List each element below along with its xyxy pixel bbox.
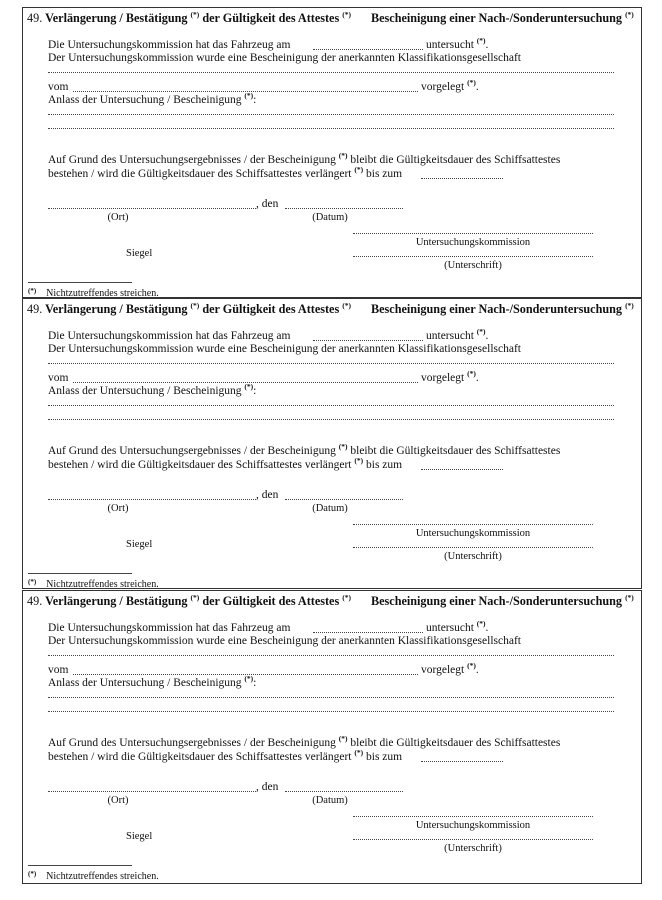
vorgelegt-label: vorgelegt: [421, 372, 465, 384]
signature-caption: (Unterschrift): [444, 843, 502, 854]
seal-label: Siegel: [126, 539, 153, 550]
bis-zum-date-field[interactable]: [421, 761, 503, 762]
result-line-1: [48, 734, 561, 750]
footnote-text: Nichtzutreffendes streichen.: [46, 871, 159, 882]
place-caption: (Ort): [107, 503, 129, 514]
footnote-marker: (*): [28, 870, 37, 878]
anlass-label: Anlass der Untersuchung / Bescheinigung (*):: [48, 674, 257, 689]
vorgelegt-suffix: vorgelegt (*).: [421, 369, 479, 384]
commission-field[interactable]: [353, 524, 593, 525]
title-right-text: Bescheinigung einer Nach-/Sonderuntersuchung: [371, 11, 623, 25]
bis-zum-date-field[interactable]: [421, 178, 503, 179]
footnote-marker: (*): [476, 36, 486, 45]
footnote-marker: (*): [244, 382, 254, 391]
bis-zum-label: bis zum: [366, 168, 403, 180]
footnote-text: Nichtzutreffendes streichen.: [46, 288, 159, 299]
signature-caption: (Unterschrift): [444, 260, 502, 271]
date-field[interactable]: [285, 499, 403, 500]
footnote-marker: (*): [190, 593, 200, 602]
anlass-field-1[interactable]: [48, 405, 614, 406]
certificate-section-3: [22, 590, 642, 884]
result-line-1-post: bleibt die Gültigkeitsdauer des Schiffsattestes: [350, 445, 561, 457]
result-line-2-pre: bestehen / wird die Gültigkeitsdauer des Schiffsattestes verlängert: [48, 751, 352, 763]
examined-line-label: Die Untersuchungskommission hat das Fahrzeug am: [48, 39, 291, 51]
certificate-line-label: Der Untersuchungskommission wurde eine Bescheinigung der anerkannten Klassifikationsgesellschaft: [48, 343, 521, 355]
certificate-section-1: [22, 7, 642, 298]
footnote-marker: (*): [467, 369, 476, 378]
footnote-marker: (*): [342, 301, 352, 310]
anlass-field-1[interactable]: [48, 114, 614, 115]
section-title-right: [371, 12, 634, 25]
section-number: 49.: [27, 302, 43, 316]
result-line-1-pre: Auf Grund des Untersuchungsergebnisses / der Bescheinigung: [48, 737, 336, 749]
date-field[interactable]: [285, 791, 403, 792]
footnote-marker: (*): [476, 327, 486, 336]
anlass-label: Anlass der Untersuchung / Bescheinigung (*):: [48, 91, 257, 106]
commission-field[interactable]: [353, 233, 593, 234]
title-part1: Verlängerung / Bestätigung: [45, 594, 188, 608]
commission-caption: Untersuchungskommission: [415, 237, 531, 248]
classification-society-field[interactable]: [48, 363, 614, 364]
anlass-field-1[interactable]: [48, 697, 614, 698]
title-right-text: Bescheinigung einer Nach-/Sonderuntersuchung: [371, 594, 623, 608]
footnote-marker: (*): [28, 578, 37, 586]
untersucht-label: untersucht: [426, 330, 474, 342]
examined-line-label: Die Untersuchungskommission hat das Fahrzeug am: [48, 622, 291, 634]
signature-caption: (Unterschrift): [444, 551, 502, 562]
result-line-1-pre: Auf Grund des Untersuchungsergebnisses / der Bescheinigung: [48, 445, 336, 457]
footnote-marker: (*): [625, 593, 634, 602]
examined-date-field[interactable]: [313, 632, 423, 633]
vom-label: vom: [48, 81, 69, 93]
seal-label: Siegel: [126, 248, 153, 259]
vorgelegt-label: vorgelegt: [421, 81, 465, 93]
footnote-marker: (*): [244, 91, 254, 100]
footnote-rule: [28, 865, 132, 866]
title-part2: der Gültigkeit des Attestes: [202, 11, 340, 25]
date-field[interactable]: [285, 208, 403, 209]
certificate-section-2: [22, 298, 642, 589]
examined-suffix: untersucht (*).: [426, 327, 489, 342]
vorgelegt-label: vorgelegt: [421, 664, 465, 676]
seal-label: Siegel: [126, 831, 153, 842]
examined-suffix: untersucht (*).: [426, 619, 489, 634]
section-title: [27, 12, 351, 25]
commission-field[interactable]: [353, 816, 593, 817]
vom-label: vom: [48, 372, 69, 384]
result-line-1-post: bleibt die Gültigkeitsdauer des Schiffsattestes: [350, 154, 561, 166]
title-part1: Verlängerung / Bestätigung: [45, 302, 188, 316]
footnote-marker: (*): [338, 442, 348, 451]
title-part1: Verlängerung / Bestätigung: [45, 11, 188, 25]
den-label: , den: [256, 198, 279, 210]
footnote-text: Nichtzutreffendes streichen.: [46, 579, 159, 590]
result-line-2: [48, 748, 403, 764]
footnote-marker: (*): [338, 151, 348, 160]
footnote-marker: (*): [476, 619, 486, 628]
den-label: , den: [256, 489, 279, 501]
signature-field[interactable]: [353, 256, 593, 257]
title-part2: der Gültigkeit des Attestes: [202, 594, 340, 608]
footnote-marker: (*): [354, 456, 364, 465]
footnote-marker: (*): [625, 10, 634, 19]
examined-date-field[interactable]: [313, 49, 423, 50]
result-line-2-pre: bestehen / wird die Gültigkeitsdauer des Schiffsattestes verlängert: [48, 459, 352, 471]
examined-date-field[interactable]: [313, 340, 423, 341]
examined-line-label: Die Untersuchungskommission hat das Fahrzeug am: [48, 330, 291, 342]
anlass-field-2[interactable]: [48, 128, 614, 129]
anlass-field-2[interactable]: [48, 419, 614, 420]
anlass-text: Anlass der Untersuchung / Bescheinigung: [48, 385, 242, 397]
footnote-marker: (*): [467, 78, 476, 87]
anlass-text: Anlass der Untersuchung / Bescheinigung: [48, 94, 242, 106]
footnote-marker: (*): [354, 165, 364, 174]
bis-zum-label: bis zum: [366, 751, 403, 763]
anlass-text: Anlass der Untersuchung / Bescheinigung: [48, 677, 242, 689]
result-line-1: [48, 151, 561, 167]
footnote-marker: (*): [338, 734, 348, 743]
bis-zum-label: bis zum: [366, 459, 403, 471]
date-caption: (Datum): [312, 503, 348, 514]
date-caption: (Datum): [312, 795, 348, 806]
place-field[interactable]: [48, 499, 256, 500]
vorgelegt-suffix: vorgelegt (*).: [421, 78, 479, 93]
footnote-marker: (*): [244, 674, 254, 683]
section-title: [27, 595, 351, 608]
untersucht-label: untersucht: [426, 39, 474, 51]
signature-field[interactable]: [353, 547, 593, 548]
result-line-1: [48, 442, 561, 458]
place-caption: (Ort): [107, 212, 129, 223]
commission-caption: Untersuchungskommission: [415, 528, 531, 539]
date-caption: (Datum): [312, 212, 348, 223]
footnote-marker: (*): [28, 287, 37, 295]
certificate-line-label: Der Untersuchungskommission wurde eine Bescheinigung der anerkannten Klassifikationsgesellschaft: [48, 52, 521, 64]
footnote-marker: (*): [190, 301, 200, 310]
examined-suffix: untersucht (*).: [426, 36, 489, 51]
footnote-marker: (*): [625, 301, 634, 310]
result-line-2: [48, 165, 403, 181]
classification-society-field[interactable]: [48, 72, 614, 73]
section-title-right: [371, 595, 634, 608]
anlass-field-2[interactable]: [48, 711, 614, 712]
footnote-marker: (*): [354, 748, 364, 757]
section-number: 49.: [27, 594, 43, 608]
result-line-1-post: bleibt die Gültigkeitsdauer des Schiffsattestes: [350, 737, 561, 749]
place-field[interactable]: [48, 791, 256, 792]
vorgelegt-suffix: vorgelegt (*).: [421, 661, 479, 676]
section-number: 49.: [27, 11, 43, 25]
footnote-marker: (*): [190, 10, 200, 19]
section-title: [27, 303, 351, 316]
anlass-label: Anlass der Untersuchung / Bescheinigung (*):: [48, 382, 257, 397]
result-line-1-pre: Auf Grund des Untersuchungsergebnisses / der Bescheinigung: [48, 154, 336, 166]
signature-field[interactable]: [353, 839, 593, 840]
footnote-marker: (*): [342, 10, 352, 19]
classification-society-field[interactable]: [48, 655, 614, 656]
bis-zum-date-field[interactable]: [421, 469, 503, 470]
place-field[interactable]: [48, 208, 256, 209]
title-part2: der Gültigkeit des Attestes: [202, 302, 340, 316]
section-title-right: [371, 303, 634, 316]
footnote-rule: [28, 282, 132, 283]
commission-caption: Untersuchungskommission: [415, 820, 531, 831]
result-line-2: [48, 456, 403, 472]
result-line-2-pre: bestehen / wird die Gültigkeitsdauer des Schiffsattestes verlängert: [48, 168, 352, 180]
footnote-marker: (*): [467, 661, 476, 670]
vom-label: vom: [48, 664, 69, 676]
footnote-marker: (*): [342, 593, 352, 602]
certificate-line-label: Der Untersuchungskommission wurde eine Bescheinigung der anerkannten Klassifikationsgesellschaft: [48, 635, 521, 647]
place-caption: (Ort): [107, 795, 129, 806]
title-right-text: Bescheinigung einer Nach-/Sonderuntersuchung: [371, 302, 623, 316]
footnote: [28, 870, 159, 883]
den-label: , den: [256, 781, 279, 793]
footnote-rule: [28, 573, 132, 574]
untersucht-label: untersucht: [426, 622, 474, 634]
